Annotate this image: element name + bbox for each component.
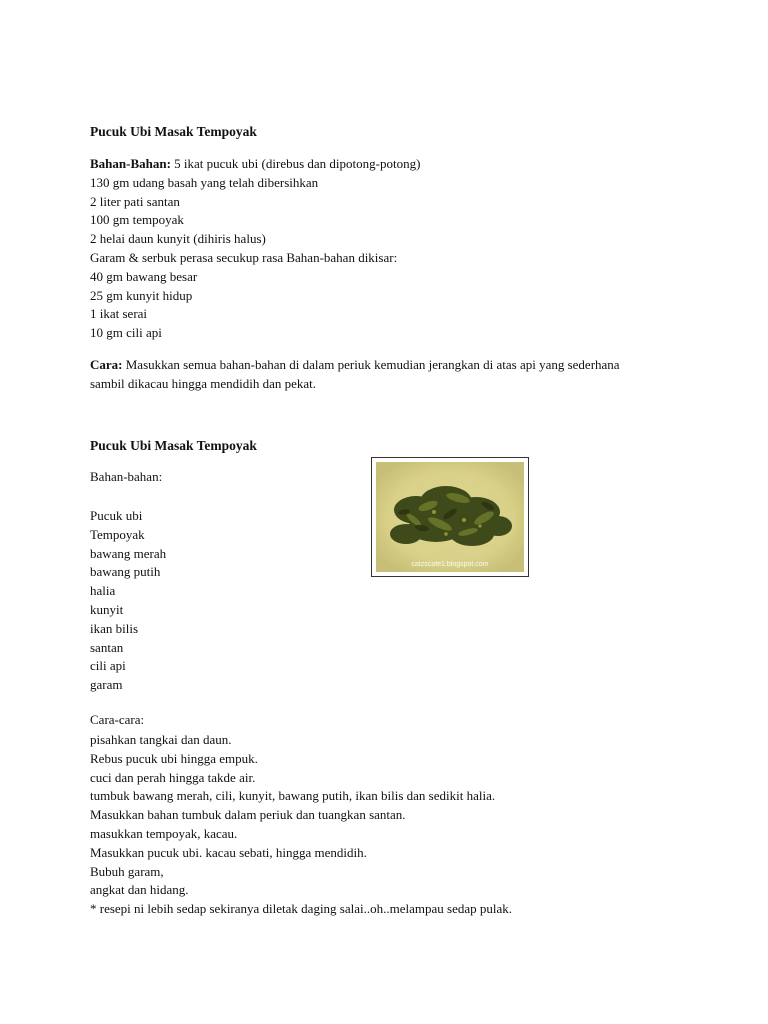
list-item: Garam & serbuk perasa secukup rasa Bahan-bahan dikisar: [90, 249, 398, 265]
list-item: Rebus pucuk ubi hingga empuk. [90, 750, 258, 766]
list-item: angkat dan hidang. [90, 882, 189, 898]
ingredients-label: Bahan-Bahan: [90, 156, 171, 171]
list-item: pisahkan tangkai dan daun. [90, 732, 232, 747]
list-item: Tempoyak [90, 526, 145, 542]
list-item: halia [90, 583, 116, 599]
list-item: Masukkan bahan tumbuk dalam periuk dan tuangkan santan. [90, 807, 406, 823]
dish-photo-image [376, 462, 524, 572]
list-item: 40 gm bawang besar [90, 268, 198, 284]
list-item: bawang merah [90, 545, 167, 561]
list-item: 130 gm udang basah yang telah dibersihkan [90, 174, 319, 190]
method-line: sambil dikacau hingga mendidih dan pekat. [90, 376, 316, 391]
list-item: cuci dan perah hingga takde air. [90, 769, 256, 785]
recipe-1-method [90, 355, 690, 393]
method-line [90, 355, 690, 374]
recipe-2-title: Pucuk Ubi Masak Tempoyak [90, 438, 257, 453]
recipe-2-ingredients-label: Bahan-bahan: [90, 469, 163, 484]
photo-watermark: catzscafe1.blogspot.com [411, 561, 489, 568]
list-item: 25 gm kunyit hidup [90, 287, 193, 303]
list-item: bawang putih [90, 564, 161, 580]
recipe-1-title: Pucuk Ubi Masak Tempoyak [90, 124, 257, 139]
list-item: Pucuk ubi [90, 508, 143, 523]
list-item: 1 ikat serai [90, 306, 148, 322]
recipe-2-steps [90, 731, 512, 919]
list-item: 100 gm tempoyak [90, 212, 184, 228]
list-item: garam [90, 677, 123, 693]
list-item: kunyit [90, 601, 124, 617]
list-item: tumbuk bawang merah, cili, kunyit, bawang putih, ikan bilis dan sedikit halia. [90, 788, 496, 804]
list-item: 10 gm cili api [90, 325, 162, 341]
method-text: Masukkan semua bahan-bahan di dalam periuk kemudian jerangkan di atas api yang sederhana [122, 357, 620, 372]
list-item: 2 liter pati santan [90, 193, 180, 209]
list-item: Masukkan pucuk ubi. kacau sebati, hingga mendidih. [90, 844, 367, 860]
list-item: cili api [90, 658, 126, 674]
recipe-2-steps-label: Cara-cara: [90, 712, 145, 727]
method-label: Cara: [90, 357, 123, 372]
list-item: Bubuh garam, [90, 863, 164, 879]
list-item: 2 helai daun kunyit (dihiris halus) [90, 231, 266, 247]
recipe-1-ingredients [90, 155, 420, 343]
list-item: * resepi ni lebih sedap sekiranya diletak daging salai..oh..melampau sedap pulak. [90, 901, 513, 917]
list-item: santan [90, 639, 124, 655]
dish-photo [371, 457, 529, 577]
list-item: ikan bilis [90, 620, 139, 636]
recipe-2-ingredients [90, 507, 166, 695]
list-item: masukkan tempoyak, kacau. [90, 825, 238, 841]
ingredient-text: 5 ikat pucuk ubi (direbus dan dipotong-potong) [170, 156, 421, 171]
recipe-1-ingredient-first [90, 155, 420, 174]
